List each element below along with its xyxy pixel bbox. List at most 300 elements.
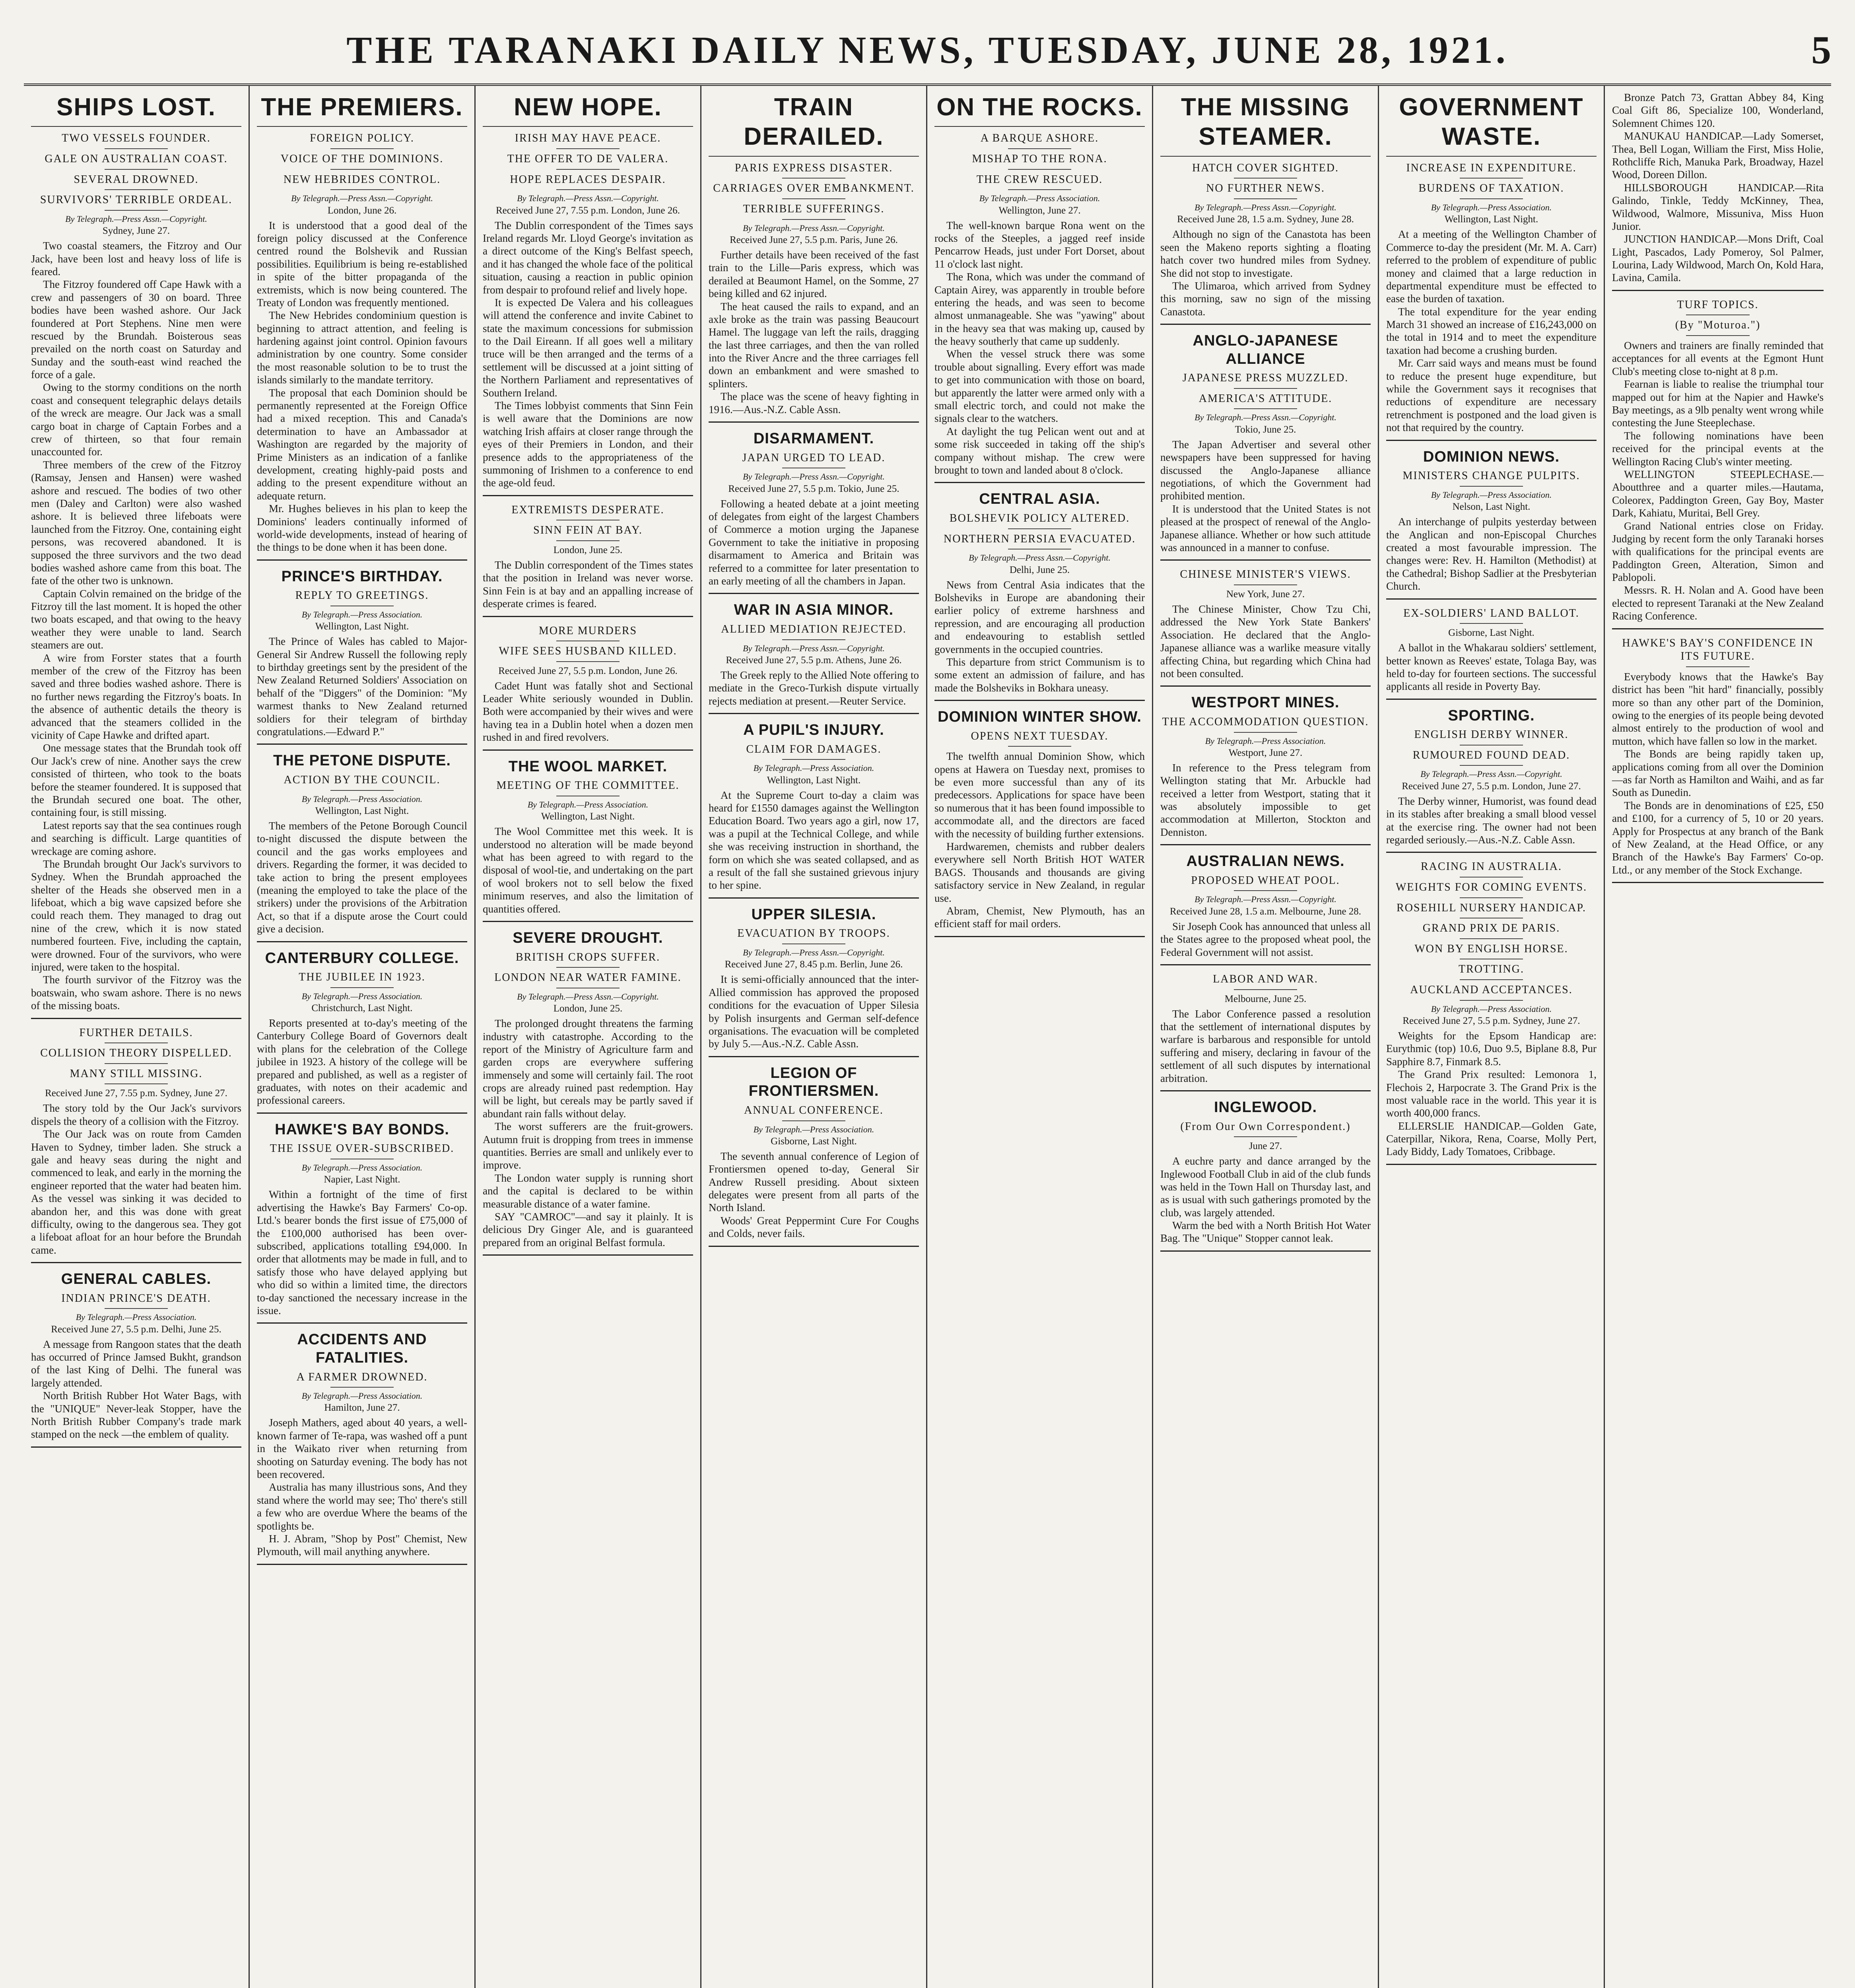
article	[1386, 93, 1597, 441]
article-dateline: Sydney, June 27.	[102, 225, 170, 237]
article-separator	[31, 1446, 241, 1448]
article-paragraph: The New Hebrides condominium question is beginning to attract attention, and feeling is hardening against joint control. Opinion favours administration by one country. Some consider the most reasonable solution to be to trust the islands similarly to the mandate territory.	[257, 309, 467, 386]
article-paragraph: The Greek reply to the Allied Note offering to mediate in the Greco-Turkish dispute virtually rejects mediation at present.—Reuter Service.	[709, 669, 919, 707]
article	[1612, 91, 1824, 291]
column-5	[927, 85, 1153, 1988]
article-separator	[1386, 852, 1597, 853]
subheading-rule	[105, 210, 168, 211]
article-subheading: MORE MURDERS	[538, 624, 637, 637]
article	[1160, 332, 1371, 561]
article-paragraph: The Bonds are being rapidly taken up, applications coming from all over the Dominion—as far North as Hamilton and Waihi, and as far South as Dunedin.	[1612, 748, 1824, 799]
article	[709, 906, 919, 1057]
newspaper-columns	[24, 85, 1831, 1988]
article-paragraph: Mr. Hughes believes in his plan to keep the Dominions' leaders continually informed of world-wide developments, instead of hearing of the things to be done when it has been done.	[257, 503, 467, 553]
article-byline: By Telegraph.—Press Association.	[1431, 1004, 1552, 1014]
article-paragraph: The Wool Committee met this week. It is understood no alteration will be made beyond what has been agreed to with regard to the disposal of wool-tie, and undertaking on the part of wool brokers not to sell below the fixed minimum reserves, and also the limitation of quantities offered.	[483, 825, 693, 915]
article-headline: A PUPIL'S INJURY.	[743, 722, 884, 739]
article	[1160, 852, 1371, 965]
article-paragraph: Latest reports say that the sea continues rough and searching is difficult. Large quantities of wreckage are coming ashore.	[31, 819, 241, 857]
article-paragraph: The Dublin correspondent of the Times says Ireland regards Mr. Lloyd George's invitation as a direct outcome of the King's Belfast speech, and it has changed the whole face of the political situation, causing a reaction in public opinion from despair to profound relief and lively hope.	[483, 219, 693, 296]
article-subheading: INDIAN PRINCE'S DEATH.	[61, 1292, 211, 1305]
article	[934, 93, 1145, 483]
article-separator	[934, 936, 1145, 937]
article-separator	[934, 700, 1145, 701]
article-subheading: A FARMER DROWNED.	[296, 1371, 428, 1383]
article-subheading: NO FURTHER NEWS.	[1206, 182, 1325, 195]
article-byline: By Telegraph.—Press Association.	[1431, 202, 1552, 212]
article-byline: By Telegraph.—Press Assn.—Copyright.	[291, 193, 433, 204]
article-paragraph: The Dublin correspondent of the Times states that the position in Ireland was never worse. Sinn Fein is at bay and an appalling increase of desperate crimes is feared.	[483, 559, 693, 610]
subheading-rule	[1234, 989, 1297, 990]
subheading-rule	[1008, 528, 1071, 529]
article-subheading: ANNUAL CONFERENCE.	[744, 1104, 884, 1116]
article-separator	[1160, 324, 1371, 325]
subheading-rule	[1460, 765, 1523, 766]
article-dateline: Received June 27, 5.5 p.m. Tokio, June 25.	[728, 483, 899, 494]
subheading-rule	[1234, 388, 1297, 389]
article-paragraph: A wire from Forster states that a fourth member of the crew of the Fitzroy has been saved and three bodies washed ashore. There is no further news regarding the Fitzroy's boats. In the absence of authentic details the theory is advanced that the steamers collided in the vicinity of Cape Hawke and drifted apart.	[31, 652, 241, 741]
article-paragraph: At a meeting of the Wellington Chamber of Commerce to-day the president (Mr. M. A. Carr) referred to the problem of expenditure of public money and claimed that a large reduction in departmental expenditure must be effected to ease the burden of taxation.	[1386, 228, 1597, 305]
article-subheading: WEIGHTS FOR COMING EVENTS.	[1395, 881, 1587, 894]
article-paragraph: Joseph Mathers, aged about 40 years, a well-known farmer of Te-rapa, was washed off a punt in the Waikato river when returning from shooting on Saturday evening. The body has not been recovered.	[257, 1417, 467, 1481]
article	[709, 601, 919, 714]
article-subheading: ROSEHILL NURSERY HANDICAP.	[1397, 901, 1586, 914]
article	[483, 758, 693, 922]
article	[31, 1026, 241, 1263]
article-byline: By Telegraph.—Press Assn.—Copyright.	[743, 472, 885, 482]
article-subheading: THE OFFER TO DE VALERA.	[507, 152, 669, 165]
subheading-rule	[556, 967, 620, 968]
article-subheading: IRISH MAY HAVE PEACE.	[515, 132, 661, 145]
column-8	[1605, 85, 1831, 1988]
article-subheading: MANY STILL MISSING.	[70, 1067, 203, 1080]
article-paragraph: The Chinese Minister, Chow Tzu Chi, addressed the New York State Bankers' Association. He declared that the Anglo-Japanese alliance was a warlike measure vitally affecting China, but regarding which China had not been consulted.	[1160, 603, 1371, 679]
article-byline: By Telegraph.—Press Assn.—Copyright.	[1195, 412, 1336, 423]
article-paragraph: The well-known barque Rona went on the rocks of the Steeples, a jagged reef inside Pencarrow Heads, just under Fort Dorset, about 11 o'clock last night.	[934, 219, 1145, 270]
article-subheading: SURVIVORS' TERRIBLE ORDEAL.	[40, 194, 233, 206]
subheading-rule	[1234, 178, 1297, 179]
article-dateline: Wellington, Last Night.	[541, 811, 635, 822]
article-subheading: EXTREMISTS DESPERATE.	[511, 503, 664, 516]
article-paragraph: The Times lobbyist comments that Sinn Fein is well aware that the Dominions are now watching Irish affairs at closer range through the eyes of their Premiers in London, and their presence adds to the appropriateness of the summoning of Irishmen to a conference to end the age-old feud.	[483, 400, 693, 489]
article-headline: THE WOOL MARKET.	[508, 758, 668, 775]
article-paragraph: Captain Colvin remained on the bridge of the Fitzroy till the last moment. It is hoped the other two boats escaped, and that owing to the heavy weather they were unable to land. Search steamers are out.	[31, 587, 241, 651]
article	[31, 1270, 241, 1448]
article-separator	[709, 713, 919, 714]
article-dateline: Wellington, Last Night.	[315, 806, 409, 816]
article-subheading: PROPOSED WHEAT POOL.	[1191, 874, 1340, 887]
article	[483, 93, 693, 496]
article-byline: By Telegraph.—Press Association.	[301, 991, 423, 1001]
article-byline: By Telegraph.—Press Assn.—Copyright.	[1195, 894, 1336, 905]
subheading-rule	[105, 1308, 168, 1309]
subheading-rule	[782, 219, 845, 220]
article-paragraph: It is expected De Valera and his colleagues will attend the conference and invite Cabinet to state the maximum concessions for submission to the Dail Eireann. If all goes well a military truce will be then arranged and the terms of a settlement will be discussed at a joint sitting of the Northern Parliament and representatives of Southern Ireland.	[483, 296, 693, 399]
article-paragraph: The Ulimaroa, which arrived from Sydney this morning, saw no sign of the missing Canastota.	[1160, 280, 1371, 318]
article	[483, 624, 693, 751]
article-separator	[1160, 844, 1371, 845]
article-paragraph: Owing to the stormy conditions on the north coast and consequent telegraphic delays details of the wreck are meagre. Our Jack was a small cargo boat in charge of Captain Forbes and a crew of thirteen, so that four remain unaccounted for.	[31, 381, 241, 458]
article-headline: THE MISSING STEAMER.	[1160, 93, 1371, 157]
article-subheading: TURF TOPICS.	[1677, 298, 1759, 311]
article-byline: By Telegraph.—Press Assn.—Copyright.	[517, 991, 659, 1002]
article	[709, 1064, 919, 1247]
article-dateline: Received June 27, 7.55 p.m. London, June 26.	[495, 205, 680, 216]
article-paragraph: The Rona, which was under the command of Captain Airey, was apparently in trouble before entering the heads, and was seen to become almost unmanageable. She was "yawing" about in the heavy sea that was making up, caused by the heavy southerly that came up suddenly.	[934, 271, 1145, 348]
article-paragraph: Sir Joseph Cook has announced that unless all the States agree to the proposed wheat pool, the Federal Government will not assist.	[1160, 920, 1371, 958]
article-paragraph: A euchre party and dance arranged by the Inglewood Football Club in aid of the club funds was held in the Town Hall on Thursday last, and as is usual with such gatherings promoted by the club, was largely attended.	[1160, 1155, 1371, 1219]
subheading-rule	[1460, 623, 1523, 624]
article-paragraph: The Grand Prix resulted: Lemonora 1, Flechois 2, Harpocrate 3. The Grand Prix is the most valuable race in the world. This year it is worth 400,000 francs.	[1386, 1068, 1597, 1119]
article-subheading: HATCH COVER SIGHTED.	[1192, 161, 1339, 174]
article-dateline: Received June 27, 5.5 p.m. Sydney, June 27.	[1402, 1015, 1580, 1026]
article-dateline: Wellington, June 27.	[998, 205, 1081, 216]
article-subheading: WON BY ENGLISH HORSE.	[1414, 942, 1568, 955]
article-paragraph: SAY "CAMROC"—and say it plainly. It is delicious Dry Ginger Ale, and is guaranteed prepared from an original Belfast formula.	[483, 1211, 693, 1248]
article-separator	[709, 593, 919, 594]
article	[257, 568, 467, 745]
article-headline: TRAIN DERAILED.	[709, 93, 919, 157]
article-subheading: LONDON NEAR WATER FAMINE.	[494, 971, 682, 984]
article-paragraph: The total expenditure for the year ending March 31 showed an increase of £16,243,000 on the total in 1914 and to meet the expenditure taxation had become a crushing burden.	[1386, 305, 1597, 356]
article-subheading: MINISTERS CHANGE PULPITS.	[1402, 470, 1580, 482]
article-byline: By Telegraph.—Press Association.	[301, 794, 423, 804]
article-separator	[1612, 290, 1824, 291]
subheading-rule	[1008, 189, 1071, 190]
article-byline: By Telegraph.—Press Association.	[301, 1163, 423, 1173]
article-headline: GOVERNMENT WASTE.	[1386, 93, 1597, 157]
article-subheading: ENGLISH DERBY WINNER.	[1414, 728, 1569, 741]
article-separator	[483, 495, 693, 496]
article	[934, 490, 1145, 701]
article-paragraph: The seventh annual conference of Legion of Frontiersmen opened to-day, General Sir Andrew Russell presiding. About sixteen delegates were present from all parts of the North Island.	[709, 1150, 919, 1214]
article-subheading: CHINESE MINISTER'S VIEWS.	[1180, 568, 1351, 581]
article-dateline: Wellington, Last Night.	[1444, 214, 1538, 225]
article-dateline: Nelson, Last Night.	[1452, 501, 1531, 513]
article-subheading: ALLIED MEDIATION REJECTED.	[721, 623, 907, 635]
subheading-rule	[1460, 1000, 1523, 1001]
article-paragraph: The heat caused the rails to expand, and an axle broke as the train was passing Beaucourt Hamel. The luggage van left the rails, dragging the last three carriages, and then the van rolled into the River Ancre and the three carriages fell down an embankment and were smashed to splinters.	[709, 300, 919, 390]
article-dateline: Gisborne, Last Night.	[1448, 627, 1535, 639]
article-paragraph: Hardwaremen, chemists and rubber dealers everywhere sell North British HOT WATER BAGS. Thousands and thousands are giving satisfactory service in New Zealand, in regular use.	[934, 840, 1145, 904]
article-headline: DOMINION WINTER SHOW.	[938, 709, 1142, 726]
article-subheading: THE CREW RESCUED.	[976, 173, 1103, 186]
article-subheading: (By "Moturoa.")	[1675, 319, 1761, 332]
article-subheading: NORTHERN PERSIA EVACUATED.	[943, 532, 1136, 545]
article-headline: THE PETONE DISPUTE.	[273, 752, 451, 769]
article-separator	[483, 921, 693, 922]
article-paragraph: The prolonged drought threatens the farming industry with catastrophe. According to the report of the Ministry of Agriculture farm and garden crops are everywhere suffering immensely and some will certainly fail. The root crops are already ruined past redemption. Hay will be light, but cereals may be partly saved if abundant rain falls without delay.	[483, 1017, 693, 1120]
article	[1160, 93, 1371, 325]
article-paragraph: In reference to the Press telegram from Wellington stating that Mr. Arbuckle had received a letter from Westport, stating that it was absolutely impossible to get accommodation at Millerton, Stockton and Denniston.	[1160, 761, 1371, 838]
article-headline: DOMINION NEWS.	[1423, 448, 1560, 465]
subheading-rule	[782, 178, 845, 179]
article-paragraph: Bronze Patch 73, Grattan Abbey 84, King Coal Gift 86, Specialize 100, Wonderland, Solemnent Chimes 120.	[1612, 91, 1824, 129]
article-subheading: PARIS EXPRESS DISASTER.	[734, 161, 893, 174]
subheading-rule	[782, 639, 845, 640]
article-paragraph: The place was the scene of heavy fighting in 1916.—Aus.-N.Z. Cable Assn.	[709, 390, 919, 415]
subheading-rule	[330, 790, 394, 791]
article	[1386, 607, 1597, 700]
article-paragraph: Owners and trainers are finally reminded that acceptances for all events at the Egmont Hunt Club's meeting close to-night at 8 p.m.	[1612, 340, 1824, 377]
article-paragraph: North British Rubber Hot Water Bags, with the "UNIQUE" Never-leak Stopper, have the North British Rubber Company's trade mark stamped on the neck —the emblem of quality.	[31, 1390, 241, 1441]
article-subheading: SINN FEIN AT BAY.	[533, 524, 643, 537]
article	[934, 708, 1145, 937]
article-separator	[483, 616, 693, 617]
column-3	[476, 85, 701, 1988]
article	[1386, 707, 1597, 853]
article-dateline: Received June 27, 5.5 p.m. Paris, June 26.	[730, 234, 898, 245]
article-subheading: CARRIAGES OVER EMBANKMENT.	[713, 182, 915, 195]
article-headline: PRINCE'S BIRTHDAY.	[281, 568, 443, 585]
subheading-rule	[105, 189, 168, 190]
article	[1386, 448, 1597, 600]
article-headline: LEGION OF FRONTIERSMEN.	[748, 1064, 879, 1100]
article-byline: By Telegraph.—Press Association.	[527, 799, 649, 810]
subheading-rule	[1234, 890, 1297, 891]
article-dateline: Gisborne, Last Night.	[771, 1136, 857, 1147]
article-subheading: BRITISH CROPS SUFFER.	[515, 951, 660, 963]
article-subheading: FURTHER DETAILS.	[79, 1026, 193, 1039]
masthead	[24, 16, 1831, 86]
subheading-rule	[1460, 877, 1523, 878]
article-paragraph: Australia has many illustrious sons, And they stand where the world may see; Tho' there's still a few who are overdue Where the beams of the spotlights be.	[257, 1481, 467, 1532]
article-paragraph: ELLERSLIE HANDICAP.—Golden Gate, Caterpillar, Nikora, Rena, Coarse, Molly Pert, Lady Biddy, Lady Tomatoes, Cribbage.	[1386, 1120, 1597, 1158]
article-byline: By Telegraph.—Press Assn.—Copyright.	[1420, 769, 1562, 779]
article-separator	[1160, 685, 1371, 687]
article-separator	[1386, 598, 1597, 600]
article-paragraph: News from Central Asia indicates that the Bolsheviks in Europe are abandoning their earlier policy of extreme harshness and repression, and are encouraging all production and endeavouring to establish settled governments in the occupied countries.	[934, 579, 1145, 655]
article-paragraph: The Japan Advertiser and several other newspapers have been suppressed for having discussed the Anglo-Japanese alliance negotiations, of which the Government had prohibited mention.	[1160, 438, 1371, 502]
article-byline: By Telegraph.—Press Assn.—Copyright.	[969, 553, 1111, 563]
article	[709, 721, 919, 899]
article-paragraph: Grand National entries close on Friday. Judging by recent form the only Taranaki horses with qualifications for the principal events are Paddington Green, Alteration, Simon and Pablopoli.	[1612, 520, 1824, 584]
article-headline: CANTERBURY COLLEGE.	[265, 949, 459, 967]
article-separator	[1160, 1090, 1371, 1091]
article-paragraph: When the vessel struck there was some trouble about signalling. Every effort was made to get into communication with those on board, but apparently the latter were armed only with a small electric torch, and could not make the signals clear to the watchers.	[934, 348, 1145, 425]
article-subheading: COLLISION THEORY DISPELLED.	[40, 1047, 232, 1060]
article	[1160, 568, 1371, 687]
column-2	[250, 85, 476, 1988]
subheading-rule	[330, 148, 394, 149]
article-paragraph: Messrs. R. H. Nolan and A. Good have been elected to represent Taranaki at the New Zealand Racing Conference.	[1612, 584, 1824, 622]
article	[31, 93, 241, 1019]
article-paragraph: The proposal that each Dominion should be permanently represented at the Foreign Office had a mixed reception. This and Canada's determination to have an Ambassador at Washington are regarded by the majority of Prime Ministers as an indication of a fanlike development, creating highly-paid posts and adding to the present expenditure without an adequate return.	[257, 386, 467, 502]
article-subheading: WIFE SEES HUSBAND KILLED.	[499, 645, 677, 658]
subheading-rule	[1234, 584, 1297, 585]
article-subheading: GALE ON AUSTRALIAN COAST.	[45, 152, 228, 165]
article-separator	[1386, 699, 1597, 700]
article-byline: By Telegraph.—Press Association.	[753, 763, 874, 773]
subheading-rule	[556, 661, 620, 662]
article-paragraph: The Labor Conference passed a resolution that the settlement of international disputes by warfare is barbarous and responsible for untold suffering and misery, declaring in favour of the settlement of all such disputes by international arbitration.	[1160, 1008, 1371, 1084]
article-byline: By Telegraph.—Press Association.	[1205, 736, 1326, 746]
article-dateline: London, June 26.	[327, 205, 397, 216]
article-headline: WESTPORT MINES.	[1191, 694, 1340, 711]
column-7	[1379, 85, 1605, 1988]
article-subheading: JAPAN URGED TO LEAD.	[742, 451, 886, 464]
article	[1386, 860, 1597, 1165]
article-paragraph: The story told by the Our Jack's survivors dispels the theory of a collision with the Fitzroy.	[31, 1102, 241, 1127]
article	[257, 1331, 467, 1565]
article-dateline: Delhi, June 25.	[1009, 564, 1070, 575]
subheading-rule	[1234, 198, 1297, 199]
article-separator	[934, 482, 1145, 483]
article	[1160, 973, 1371, 1091]
article-paragraph: It is understood that the United States is not pleased at the prospect of renewal of the Anglo-Japanese alliance. Whether or how such attitude was announced in a manner to confuse.	[1160, 503, 1371, 553]
article-headline: UPPER SILESIA.	[751, 906, 876, 923]
article-dateline: London, June 25.	[553, 1003, 623, 1014]
article-subheading: THE ISSUE OVER-SUBSCRIBED.	[270, 1142, 455, 1155]
article-subheading: HAWKE'S BAY'S CONFIDENCE IN ITS FUTURE.	[1622, 637, 1814, 663]
article-paragraph: HILLSBOROUGH HANDICAP.—Rita Galindo, Tinkle, Teddy McKinney, Thea, Wildwood, Walmore, Missuniva, Miss Huon Junior.	[1612, 181, 1824, 232]
article-paragraph: The fourth survivor of the Fitzroy was the boatswain, who swam ashore. There is no news of the missing boats.	[31, 974, 241, 1012]
article	[257, 949, 467, 1114]
article-paragraph: Cadet Hunt was fatally shot and Sectional Leader White seriously wounded in Dublin. Both were accompanied by their wives and were having tea in a Dublin hotel when a dozen men rushed in and fired revolvers.	[483, 679, 693, 744]
article-separator	[257, 1322, 467, 1324]
article-paragraph: JUNCTION HANDICAP.—Mons Drift, Coal Light, Pascados, Lady Pomeroy, Sol Palmer, Lourina, Lady Wildwood, March On, Kold Hara, Lavina, Camila.	[1612, 233, 1824, 284]
article-paragraph: The Fitzroy foundered off Cape Hawk with a crew and passengers of 30 on board. Three bodies have been washed ashore. Our Jack foundered at Port Stephens. Nine men were rescued by the Brundah. Boisterous seas prevailed on the north coast on Saturday and Sunday and the south-east wind reached the force of a gale.	[31, 278, 241, 381]
article-subheading: NEW HEBRIDES CONTROL.	[283, 173, 441, 186]
article-paragraph: Warm the bed with a North British Hot Water Bag. The "Unique" Stopper cannot leak.	[1160, 1219, 1371, 1244]
article-paragraph: WELLINGTON STEEPLECHASE.—Aboutthree and a quarter miles.—Hautama, Coleorex, Paddington Green, Gay Boy, Master Dark, Kahiatu, Muritai, Bell Grey.	[1612, 468, 1824, 519]
article-dateline: Received June 28, 1.5 a.m. Melbourne, June 28.	[1169, 906, 1362, 917]
article-paragraph: Although no sign of the Canastota has been seen the Makeno reports sighting a floating hatch cover two hundred miles from Sydney. She did not stop to investigate.	[1160, 228, 1371, 279]
article-subheading: BOLSHEVIK POLICY ALTERED.	[949, 512, 1130, 524]
article-byline: By Telegraph.—Press Assn.—Copyright.	[743, 643, 885, 653]
article-paragraph: Further details have been received of the fast train to the Lille—Paris express, which was derailed at Beaumont Hamel, on the Somme, 27 being killed and 62 injured.	[709, 248, 919, 300]
article-byline: By Telegraph.—Press Association.	[301, 1391, 423, 1401]
subheading-rule	[1460, 979, 1523, 980]
article-separator	[1160, 1250, 1371, 1252]
article	[257, 752, 467, 942]
article-paragraph: It is understood that a good deal of the foreign policy discussed at the Conference centred round the Bolshevik and Russian possibilities. Equilibrium is being re-established in spite of the bitter propaganda of the extremists, which is now being countered. The Treaty of London was frequently mentioned.	[257, 219, 467, 309]
article-paragraph: The Brundah brought Our Jack's survivors to Sydney. When the Brundah approached the shelter of the Heads she observed men in a lifeboat, which a big wave capsized before she could reach them. They managed to drag out nine of the crew, which it is now stated numbered fourteen. Five, including the captain, were drowned. Four of the survivors, who were injured, were taken to the hospital.	[31, 858, 241, 973]
article-paragraph: The members of the Petone Borough Council to-night discussed the dispute between the council and the gas works employees and drivers. Regarding the former, it was decided to take action to bring the present employees (meaning the employed to take the place of the strikers) under the provisions of the Arbitration Act, so that if a dispute arose the Court could give a decision.	[257, 820, 467, 935]
subheading-rule	[556, 169, 620, 170]
article-paragraph: Reports presented at to-day's meeting of the Canterbury College Board of Governors dealt with plans for the celebration of the College jubilee in 1923. A history of the college will be prepared and published, as well as a register of graduates, with notes on their academic and professional careers.	[257, 1017, 467, 1107]
subheading-rule	[1686, 666, 1750, 667]
article-separator	[1386, 440, 1597, 441]
article-headline: CENTRAL ASIA.	[979, 491, 1100, 508]
subheading-rule	[105, 169, 168, 170]
subheading-rule	[1460, 178, 1523, 179]
article-separator	[257, 559, 467, 561]
article-subheading: FOREIGN POLICY.	[310, 132, 414, 145]
article-dateline: Tokio, June 25.	[1235, 424, 1296, 435]
article-separator	[709, 1056, 919, 1057]
article-dateline: Received June 27, 5.5 p.m. London, June 27.	[1402, 780, 1581, 792]
article-byline: By Telegraph.—Press Association.	[753, 1124, 874, 1134]
article-separator	[709, 1246, 919, 1247]
article-paragraph: Mr. Carr said ways and means must be found to reduce the present huge expenditure, but while the Government says it recognises that reductions of expenditure are necessary retrenchment is postponed and the load given is not that required by the country.	[1386, 357, 1597, 434]
article-separator	[483, 1254, 693, 1256]
article-subheading: MISHAP TO THE RONA.	[972, 152, 1107, 165]
subheading-rule	[330, 987, 394, 988]
column-4	[701, 85, 927, 1988]
article-dateline: Hamilton, June 27.	[324, 1402, 400, 1413]
article-subheading: ACTION BY THE COUNCIL.	[284, 774, 441, 786]
article-separator	[31, 1018, 241, 1019]
subheading-rule	[1008, 148, 1071, 149]
article-subheading: LABOR AND WAR.	[1213, 973, 1318, 985]
subheading-rule	[1460, 486, 1523, 487]
article-subheading: HOPE REPLACES DESPAIR.	[510, 173, 666, 186]
article-subheading: EX-SOLDIERS' LAND BALLOT.	[1403, 607, 1579, 619]
subheading-rule	[330, 189, 394, 190]
subheading-rule	[105, 1083, 168, 1084]
article-dateline: Received June 27, 8.45 p.m. Berlin, June 26.	[725, 959, 903, 970]
article	[257, 1121, 467, 1324]
article-byline: By Telegraph.—Press Association.	[301, 609, 423, 619]
article-byline: By Telegraph.—Press Association.	[1431, 489, 1552, 500]
article-paragraph: At daylight the tug Pelican went out and at some risk succeeded in taking off the ship's company without mishap. The crew were brought to town and landed about 8 o'clock.	[934, 425, 1145, 476]
article-headline: ON THE ROCKS.	[934, 93, 1145, 127]
article-paragraph: A ballot in the Whakarau soldiers' settlement, better known as Reeves' estate, Tolaga Bay, was held to-day for fourteen sections. The successful applicants all reside in Poverty Bay.	[1386, 642, 1597, 693]
article-headline: DISARMAMENT.	[753, 430, 874, 447]
subheading-rule	[1234, 732, 1297, 733]
article-separator	[1160, 559, 1371, 561]
article-paragraph: The Prince of Wales has cabled to Major-General Sir Andrew Russell the following reply to birthday greetings sent by the president of the New Zealand Returned Soldiers' Association on behalf of the "Diggers" of the Dominion: "My warmest thanks to New Zealand returned soldiers for their telegram of birthday congratulations.—Edward P."	[257, 635, 467, 738]
article	[483, 929, 693, 1256]
subheading-rule	[330, 169, 394, 170]
article-subheading: TWO VESSELS FOUNDER.	[62, 132, 211, 145]
article-paragraph: The Bonds are in denominations of £25, £50 and £100, for a currency of 5, 10 or 20 years. Apply for Prospectus at any branch of the Bank of New Zealand, at the Head Office, or any Branch of the Hawke's Bay Farmers' Co-op. Ltd., or any member of the Stock Exchange.	[1612, 799, 1824, 876]
article	[1160, 1099, 1371, 1252]
article-subheading: CLAIM FOR DAMAGES.	[746, 743, 882, 755]
article-subheading: TROTTING.	[1459, 963, 1524, 976]
article-paragraph: The worst sufferers are the fruit-growers. Autumn fruit is dropping from trees in immense quantities. Berries are small and unlikely ever to improve.	[483, 1120, 693, 1171]
article-paragraph: The Derby winner, Humorist, was found dead in its stables after breaking a small blood vessel at the exercise ring. The owner had not been regarded seriously.—Aus.-N.Z. Cable Assn.	[1386, 795, 1597, 846]
article-dateline: Westport, June 27.	[1228, 747, 1303, 758]
article-paragraph: This departure from strict Communism is to some extent an admission of failure, and has made the Bolsheviks in Bokhara uneasy.	[934, 656, 1145, 694]
article-subheading: REPLY TO GREETINGS.	[295, 589, 429, 602]
subheading-rule	[1460, 745, 1523, 746]
article-headline: SEVERE DROUGHT.	[513, 929, 663, 946]
subheading-rule	[1008, 746, 1071, 747]
article-separator	[1386, 1164, 1597, 1165]
article-paragraph: Fearnan is liable to realise the triumphal tour mapped out for him at the Napier and Hawke's Bay meetings, as a 9lb penalty went wrong while contesting the June Steeplechase.	[1612, 378, 1824, 429]
article-dateline: New York, June 27.	[1226, 588, 1305, 600]
article-dateline: Received June 27, 5.5 p.m. London, June 26.	[498, 665, 678, 676]
article-dateline: June 27.	[1249, 1141, 1282, 1152]
column-1	[24, 85, 250, 1988]
subheading-rule	[782, 759, 845, 760]
article-paragraph: It is semi-officially announced that the inter-Allied commission has approved the proposed conditions for the evacuation of Upper Silesia by Polish insurgents and German self-defence organisations. The evacuation will be completed by July 5.—Aus.-N.Z. Cable Assn.	[709, 973, 919, 1050]
article-paragraph: The London water supply is running short and the capital is declared to be within measurable distance of a water famine.	[483, 1172, 693, 1210]
article-subheading: A BARQUE ASHORE.	[980, 132, 1099, 145]
article-separator	[709, 421, 919, 423]
article-separator	[709, 897, 919, 899]
article-paragraph: Two coastal steamers, the Fitzroy and Our Jack, have been lost and heavy loss of life is feared.	[31, 240, 241, 278]
article-subheading: (From Our Own Correspondent.)	[1180, 1120, 1351, 1133]
article	[709, 93, 919, 423]
article-subheading: JAPANESE PRESS MUZZLED.	[1182, 372, 1349, 384]
article-separator	[257, 744, 467, 745]
subheading-rule	[1460, 897, 1523, 898]
article-byline: By Telegraph.—Press Assn.—Copyright.	[1195, 202, 1336, 212]
article-paragraph: The following nominations have been received for the principal events at the Wellington Racing Club's winter meeting.	[1612, 429, 1824, 468]
article-dateline: Wellington, Last Night.	[315, 621, 409, 632]
article-dateline: Napier, Last Night.	[324, 1174, 400, 1185]
article-paragraph: MANUKAU HANDICAP.—Lady Somerset, Thea, Bell Logan, William the First, Miss Holie, Rothcliffe Rich, Manuka Park, Broadway, Hazel Wood, Doreen Dillon.	[1612, 130, 1824, 181]
article-paragraph: Woods' Great Peppermint Cure For Coughs and Colds, never fails.	[709, 1214, 919, 1240]
article	[1612, 298, 1824, 629]
subheading-rule	[782, 198, 845, 199]
article-subheading: TERRIBLE SUFFERINGS.	[743, 202, 885, 215]
article-separator	[31, 1262, 241, 1263]
article-separator	[257, 941, 467, 942]
